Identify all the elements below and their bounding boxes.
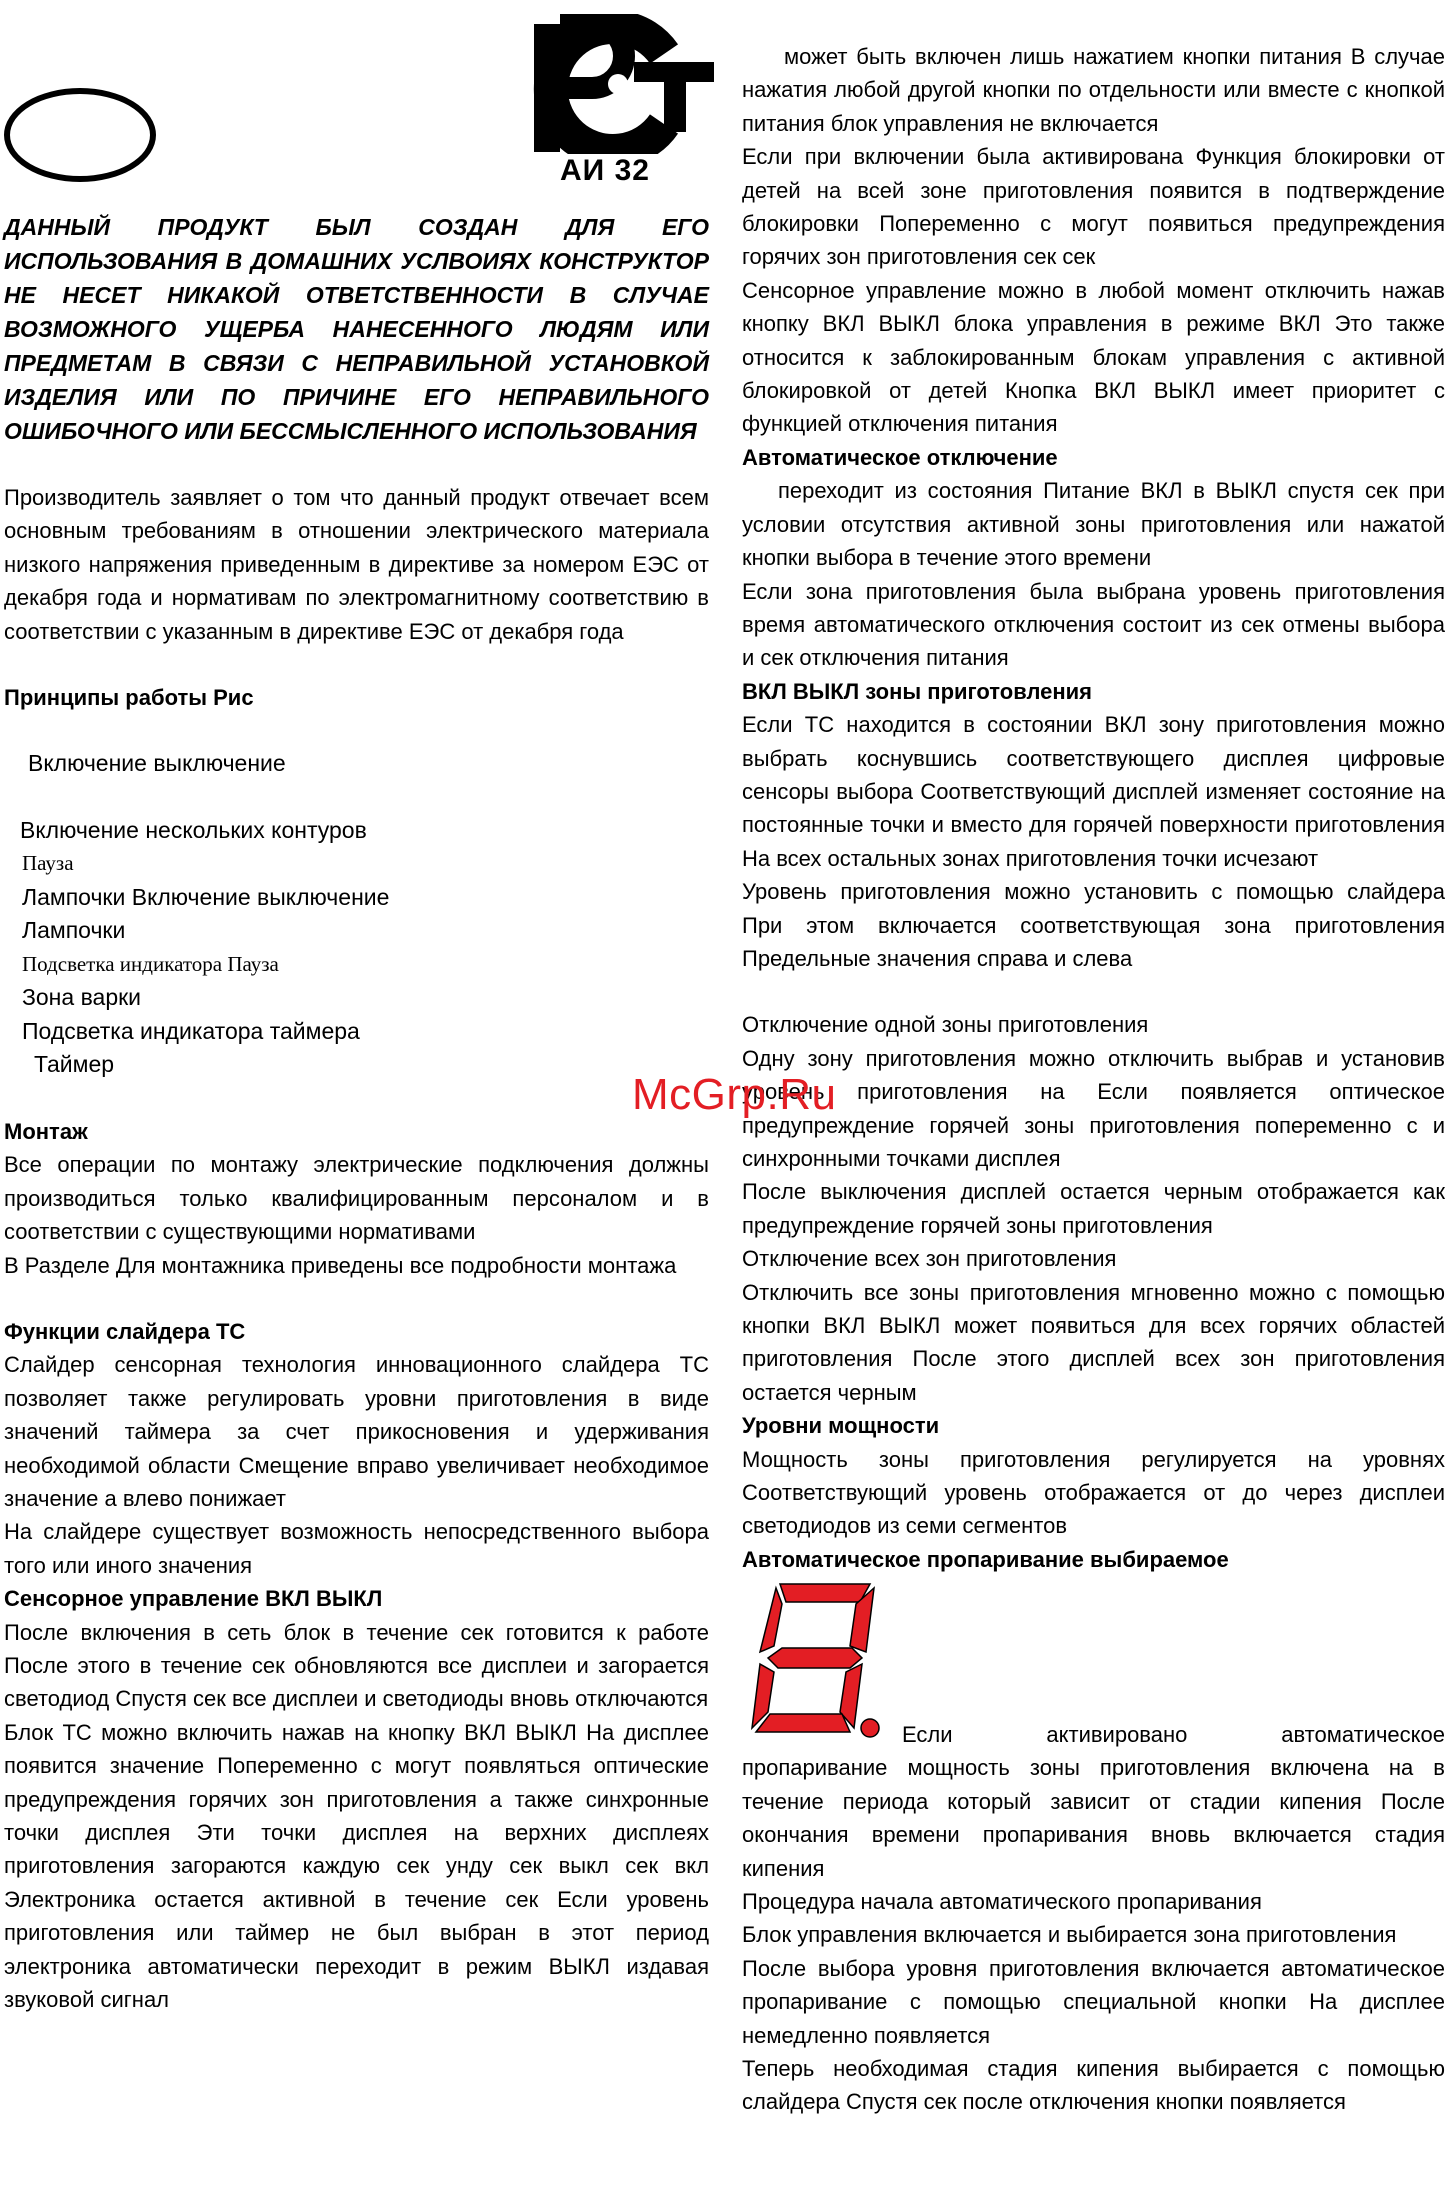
manufacturer-statement: Производитель заявляет о том что данный продукт отвечает всем основным требованиям в отношении электрического материала низкого напряжения приведенным в директиве за номером ЕЭС от декабря года и нормативам по электромагнитному соответствию в соответствии с указанным в директиве ЕЭС от декабря года (4, 485, 709, 644)
intro-paragraph: может быть включен лишь нажатием кнопки питания В случае нажатия любой другой кнопки по отдельности или вместе с кнопкой питания блок управления не включается (742, 44, 1445, 136)
auto-boil-paragraph: Блок управления включается и выбирается зона приготовления (742, 1922, 1397, 1948)
auto-boil-lead: Если активировано автоматическое (902, 1722, 1445, 1748)
zone-on-off-paragraph: Уровень приготовления можно установить с помощью слайдера При этом включается соответствующая зона приготовления Предельные значения справа и слева (742, 879, 1445, 971)
mounting-paragraph: Все операции по монтажу электрические подключения должны производиться только квалифицированным персоналом и в соответствии с существующими нормативами (4, 1152, 709, 1245)
principle-item: Включение нескольких контуров (20, 816, 367, 843)
mounting-paragraph: В Разделе Для монтажника приведены все подробности монтажа (4, 1252, 677, 1278)
principle-item: Лампочки Включение выключение (22, 883, 390, 910)
principles-heading: Принципы работы Рис (4, 685, 254, 711)
intro-paragraph: Сенсорное управление можно в любой момент отключить нажав кнопку ВКЛ ВЫКЛ блока управления в режиме ВКЛ Это также относится к заблокированным блокам управления с активной блокировкой от детей Кнопка ВКЛ ВЫКЛ имеет приоритет с функцией отключения питания (742, 277, 1445, 437)
logo-area (4, 0, 709, 210)
power-levels-heading: Уровни мощности (742, 1413, 940, 1439)
power-levels-paragraph: Мощность зоны приготовления регулируется на уровнях Соответствующий уровень отображается от до через дисплеи светодиодов из семи сегментов (742, 1446, 1445, 1539)
single-zone-off-heading: Отключение одной зоны приготовления (742, 1012, 1149, 1038)
all-zones-off-paragraph: Отключить все зоны приготовления мгновенно можно с помощью кнопки ВКЛ ВЫКЛ может появиться для всех горячих областей приготовления После этого дисплей всех зон приготовления остается черным (742, 1279, 1445, 1405)
slider-heading: Функции слайдера ТС (4, 1318, 246, 1344)
auto-boil-paragraph: Теперь необходимая стадия кипения выбирается с помощью слайдера Спустя сек после отключения кнопки появляется (742, 2055, 1445, 2115)
slider-paragraph: Слайдер сенсорная технология инновационного слайдера ТС позволяет также регулировать уровни приготовления в виде значений таймера за счет прикосновения и удерживания необходимой области Смещение вправо увеличивает необходимое значение а влево понижает (4, 1352, 709, 1511)
auto-boil-paragraph: пропаривание мощность зоны приготовления включена на в течение периода который зависит от стадии кипения После окончания времени пропаривания вновь включается стадия кипения (742, 1755, 1445, 1881)
right-column (742, 40, 1445, 2119)
oval-mark-icon (4, 88, 156, 182)
principle-item: Таймер (34, 1051, 115, 1078)
auto-boil-paragraph: Процедура начала автоматического пропаривания (742, 1888, 1262, 1914)
watermark: McGrp.Ru (632, 1070, 837, 1119)
principle-item: Подсветка индикатора Пауза (22, 951, 279, 976)
touch-control-paragraph: После включения в сеть блок в течение сек готовится к работе После этого в течение сек обновляются все дисплеи и загорается светодиод Спустя сек все дисплеи и светодиоды вновь отключаются (4, 1619, 709, 1712)
mounting-heading: Монтаж (4, 1118, 88, 1144)
touch-control-heading: Сенсорное управление ВКЛ ВЫКЛ (4, 1586, 383, 1612)
zone-on-off-heading: ВКЛ ВЫКЛ зоны приготовления (742, 678, 1093, 704)
zone-on-off-paragraph: Если ТС находится в состоянии ВКЛ зону приготовления можно выбрать коснувшись соответствующего дисплея цифровые сенсоры выбора Соответствующий дисплей изменяет состояние на постоянные точки и вместо для горячей поверхности приготовления На всех остальных зонах приготовления точки исчезают (742, 712, 1445, 871)
principle-item: Лампочки (22, 917, 126, 944)
certification-code: АИ 32 (560, 154, 650, 187)
intro-paragraph: Если при включении была активирована Функция блокировки от детей на всей зоне приготовления появится в подтверждение блокировки Попеременно с могут появиться предупреждения горячих зон приготовления сек сек (742, 144, 1445, 270)
principle-item: Включение выключение (28, 750, 286, 777)
auto-off-paragraph: переходит из состояния Питание ВКЛ в ВЫКЛ спустя сек при условии отсутствия активной зоны приготовления или нажатой кнопки выбора в течение этого времени (742, 478, 1445, 571)
auto-off-paragraph: Если зона приготовления была выбрана уровень приготовления время автоматического отключения состоит из сек отмены выбора и сек отключения питания (742, 578, 1445, 671)
slider-paragraph: На слайдере существует возможность непосредственного выбора того или иного значения (4, 1519, 709, 1578)
warning-text: ДАННЫЙ ПРОДУКТ БЫЛ СОЗДАН ДЛЯ ЕГО ИСПОЛЬЗОВАНИЯ В ДОМАШНИХ УСЛВОИЯХ КОНСТРУКТОР НЕ НЕСЕТ НИКАКОЙ ОТВЕТСТВЕННОСТИ В СЛУЧАЕ ВОЗМОЖНОГО УЩЕРБА НАНЕСЕННОГО ЛЮДЯМ ИЛИ ПРЕДМЕТАМ В СВЯЗИ С НЕПРАВИЛЬНОЙ УСТАНОВКОЙ ИЗДЕЛИЯ ИЛИ ПО ПРИЧИНЕ ЕГО НЕПРАВИЛЬНОГО ОШИБОЧНОГО ИЛИ БЕССМЫСЛЕННОГО ИСПОЛЬЗОВАНИЯ (4, 214, 709, 444)
single-zone-off-paragraph: После выключения дисплей остается черным отображается как предупреждение горячей зоны приготовления (742, 1179, 1445, 1238)
all-zones-off-heading: Отключение всех зон приготовления (742, 1246, 1117, 1272)
seven-segment-row (742, 1576, 1445, 1751)
principle-item: Пауза (22, 851, 74, 876)
rst-certification-logo (514, 14, 714, 154)
principle-item: Подсветка индикатора таймера (22, 1017, 360, 1044)
principle-item: Зона варки (22, 984, 142, 1011)
touch-control-paragraph: Блок ТС можно включить нажав на кнопку ВКЛ ВЫКЛ На дисплее появится значение Попеременно с могут появляться оптические предупреждения горячих зон приготовления а также синхронные точки дисплея Эти точки дисплея на верхних дисплеях приготовления загораются каждую сек унду сек выкл сек вкл Электроника остается активной в течение сек Если уровень приготовления или таймер не был выбран в этот период электроника автоматически переходит в режим ВЫКЛ издавая звуковой сигнал (4, 1719, 709, 2013)
auto-off-heading: Автоматическое отключение (742, 444, 1058, 470)
left-column (4, 0, 709, 2017)
single-zone-off-paragraph: Одну зону приготовления можно отключить выбрав и установив уровень приготовления на Если появляется оптическое предупреждение горячей зоны приготовления попеременно с и синхронными точками дисплея (742, 1045, 1445, 1171)
auto-boil-paragraph: После выбора уровня приготовления включается автоматическое пропаривание с помощью специальной кнопки На дисплее немедленно появляется (742, 1955, 1445, 2048)
auto-boil-heading: Автоматическое пропаривание выбираемое (742, 1546, 1229, 1572)
